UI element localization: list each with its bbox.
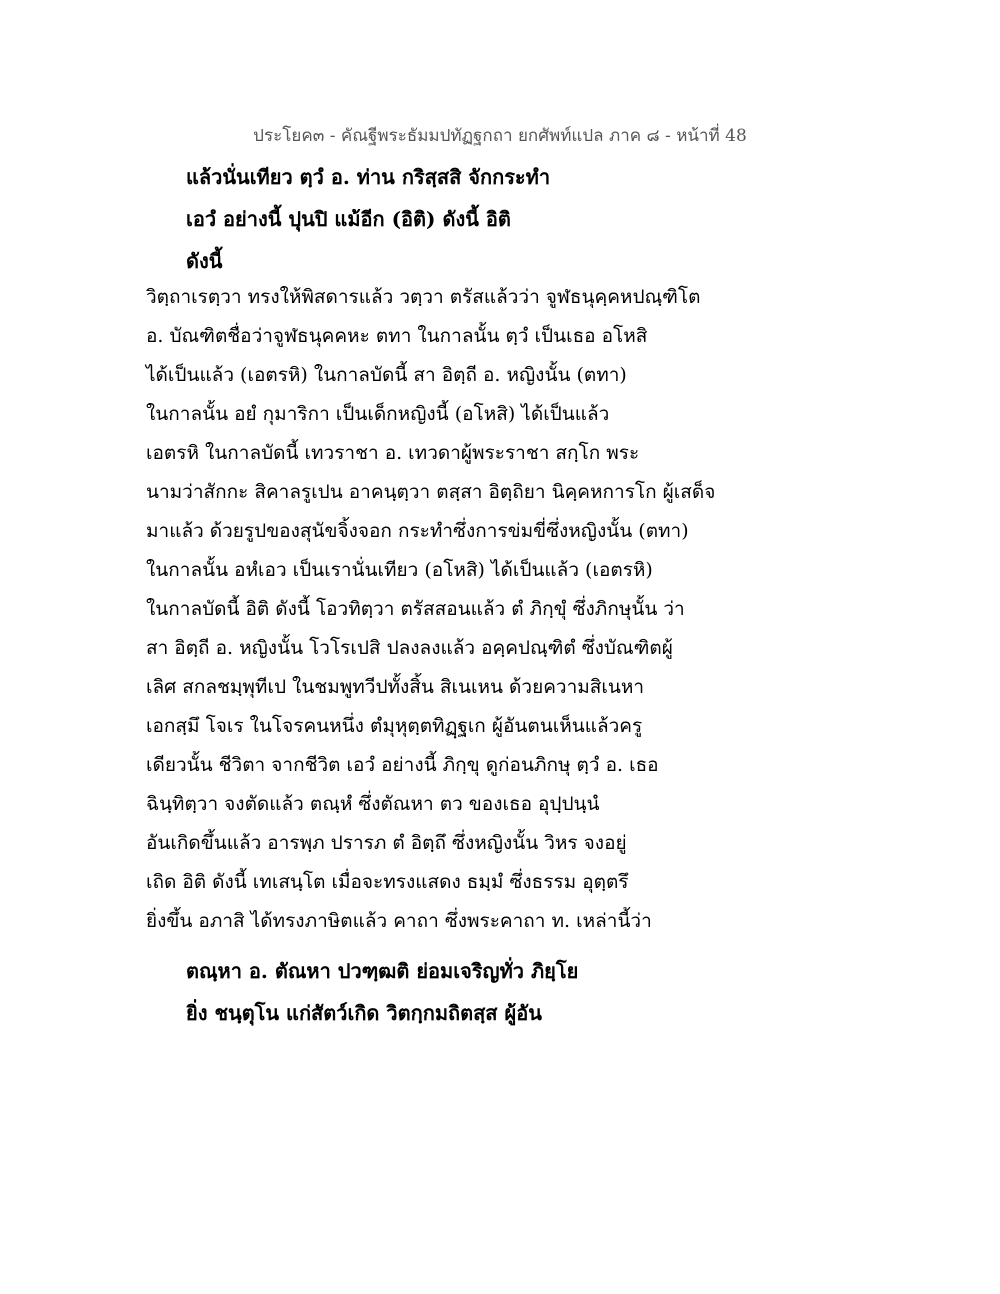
verse-line: ยิ่ง ชนฺตุโน แก่สัตว์เกิด วิตกฺกมถิตสฺส ผู้อัน xyxy=(186,1001,542,1025)
body-line: สา อิตฺถี อ. หญิงนั้น โวโรเปสิ ปลงลงแล้ว อคฺคปณฺฑิตํ ซึ่งบัณฑิตผู้ xyxy=(146,637,673,659)
verse-block-bottom xyxy=(186,950,846,1034)
body-line: วิตฺถาเรตฺวา ทรงให้พิสดารแล้ว วตฺวา ตรัสแล้วว่า จูฬธนุคฺคหปณฺฑิโต xyxy=(146,286,701,308)
body-text xyxy=(146,278,846,941)
verse-line: ดังนี้ xyxy=(186,249,223,273)
body-line: ในกาลบัดนี้ อิติ ดังนี้ โอวทิตฺวา ตรัสสอนแล้ว ตํ ภิกฺขุํ ซึ่งภิกษุนั้น ว่า xyxy=(146,598,685,620)
page-header: ประโยค๓ - คัณฐีพระธัมมปทัฏฐกถา ยกศัพท์แปล ภาค ๘ - หน้าที่ 48 xyxy=(253,126,747,146)
body-line: อันเกิดขึ้นแล้ว อารพฺภ ปรารภ ตํ อิตฺถึ ซึ่งหญิงนั้น วิหร จงอยู่ xyxy=(146,832,627,854)
body-line: ยิ่งขึ้น อภาสิ ได้ทรงภาษิตแล้ว คาถา ซึ่งพระคาถา ท. เหล่านี้ว่า xyxy=(146,910,652,932)
verse-line: เอวํ อย่างนี้ ปุนปิ แม้อีก (อิติ) ดังนี้ อิติ xyxy=(186,207,511,231)
body-line: เอตรหิ ในกาลบัดนี้ เทวราชา อ. เทวดาผู้พระราชา สกฺโก พระ xyxy=(146,442,640,464)
body-line: ฉินฺทิตฺวา จงตัดแล้ว ตณฺหํ ซึ่งตัณหา ตว ของเธอ อุปฺปนฺนํ xyxy=(146,793,600,815)
body-line: ในกาลนั้น อหํเอว เป็นเรานั่นเทียว (อโหสิ) ได้เป็นแล้ว (เอตรหิ) xyxy=(146,559,653,581)
body-line: เดียวนั้น ชีวิตา จากชีวิต เอวํ อย่างนี้ ภิกฺขุ ดูก่อนภิกษุ ตฺวํ อ. เธอ xyxy=(146,754,659,776)
verse-block-top xyxy=(186,156,846,282)
body-line: เอกสฺมึ โจเร ในโจรคนหนึ่ง ตํมุหุตฺตทิฏฺฐเก ผู้อันตนเห็นแล้วครู xyxy=(146,715,643,737)
body-line: นามว่าสักกะ สิคาลรูเปน อาคนฺตฺวา ตสฺสา อิตฺถิยา นิคฺคหการโก ผู้เสด็จ xyxy=(146,481,716,503)
verse-line: แล้วนั่นเทียว ตฺวํ อ. ท่าน กริสฺสสิ จักกระทำ xyxy=(186,165,551,189)
verse-line: ตณฺหา อ. ตัณหา ปวฑฺฒติ ย่อมเจริญทั่ว ภิยฺโย xyxy=(186,959,579,983)
body-line: มาแล้ว ด้วยรูปของสุนัขจิ้งจอก กระทำซึ่งการข่มขี่ซึ่งหญิงนั้น (ตทา) xyxy=(146,520,689,542)
body-line: เลิศ สกลชมฺพุทีเป ในชมพูทวีปทั้งสิ้น สิเนเหน ด้วยความสิเนหา xyxy=(146,676,645,698)
body-line: อ. บัณฑิตชื่อว่าจูฬธนุคคหะ ตทา ในกาลนั้น ตฺวํ เป็นเธอ อโหสิ xyxy=(146,325,648,347)
body-line: ได้เป็นแล้ว (เอตรหิ) ในกาลบัดนี้ สา อิตฺถี อ. หญิงนั้น (ตทา) xyxy=(146,364,627,386)
body-line: ในกาลนั้น อยํ กุมาริกา เป็นเด็กหญิงนี้ (อโหสิ) ได้เป็นแล้ว xyxy=(146,403,610,425)
body-line: เถิด อิติ ดังนี้ เทเสนฺโต เมื่อจะทรงแสดง ธมฺมํ ซึ่งธรรม อุตฺตรึ xyxy=(146,871,629,893)
